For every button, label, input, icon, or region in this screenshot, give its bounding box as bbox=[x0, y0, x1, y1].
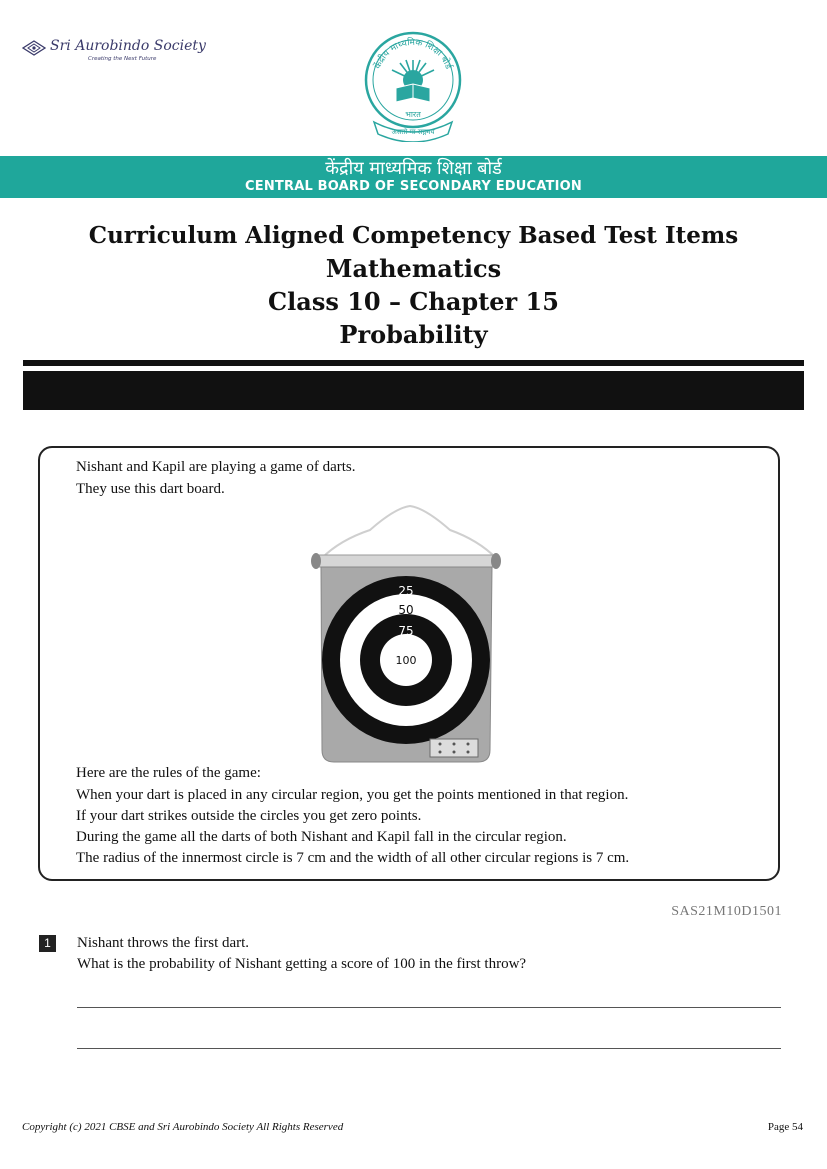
subject-title: Mathematics bbox=[325, 254, 502, 283]
class-chapter-title: Class 10 – Chapter 15 bbox=[268, 287, 559, 316]
stimulus-intro-line: Nishant and Kapil are playing a game of darts. bbox=[76, 459, 356, 475]
document-title: Curriculum Aligned Competency Based Test Items bbox=[88, 222, 739, 249]
rule-line: The radius of the innermost circle is 7 cm and the width of all other circular regions is 7 cm. bbox=[76, 850, 630, 866]
item-code: SAS21M10D1501 bbox=[671, 904, 782, 919]
dartboard-figure bbox=[300, 500, 510, 765]
cbse-banner bbox=[0, 156, 827, 198]
ring-label-75: 75 bbox=[398, 624, 414, 638]
dartboard-string bbox=[322, 506, 496, 558]
board-name-english: CENTRAL BOARD OF SECONDARY EDUCATION bbox=[245, 179, 582, 194]
title-divider-thin bbox=[23, 360, 804, 366]
emblem-top-text: केंद्रीय माध्यमिक शिक्षा बोर्ड bbox=[373, 37, 453, 71]
question-text-line: Nishant throws the first dart. bbox=[77, 935, 250, 951]
rule-line: If your dart strikes outside the circles you get zero points. bbox=[76, 808, 422, 824]
board-name-hindi: केंद्रीय माध्यमिक शिक्षा बोर्ड bbox=[325, 158, 502, 179]
dartboard-illustration bbox=[300, 500, 510, 765]
sri-aurobindo-society-logo bbox=[22, 38, 206, 66]
title-divider-thick bbox=[23, 371, 804, 410]
stimulus-intro-line: They use this dart board. bbox=[76, 481, 225, 497]
answer-line[interactable] bbox=[77, 1007, 781, 1008]
rod-end-left bbox=[311, 553, 321, 569]
topic-title: Probability bbox=[339, 320, 488, 349]
ring-label-100: 100 bbox=[395, 654, 417, 667]
rule-line: During the game all the darts of both Nishant and Kapil fall in the circular region. bbox=[76, 829, 567, 845]
emblem-motto: असतो मा सद्गमय bbox=[391, 128, 435, 136]
rule-line: When your dart is placed in any circular region, you get the points mentioned in that region. bbox=[76, 787, 629, 803]
ring-label-50: 50 bbox=[398, 603, 414, 617]
cbse-emblem bbox=[360, 30, 466, 142]
cbse-emblem-icon bbox=[360, 30, 466, 142]
question-number-badge: 1 bbox=[39, 935, 56, 952]
rules-heading: Here are the rules of the game: bbox=[76, 765, 261, 781]
society-name: Sri Aurobindo Society bbox=[50, 38, 206, 54]
answer-line[interactable] bbox=[77, 1048, 781, 1049]
footer-copyright: Copyright (c) 2021 CBSE and Sri Aurobindo Society All Rights Reserved bbox=[22, 1121, 344, 1133]
ring-label-25: 25 bbox=[398, 584, 414, 598]
emblem-mid-text: भारत bbox=[405, 110, 421, 119]
society-logo-icon bbox=[22, 40, 46, 56]
page-number: Page 54 bbox=[767, 1121, 803, 1133]
dart-holder bbox=[430, 739, 478, 757]
society-tagline: Creating the Next Future bbox=[88, 56, 157, 62]
question-text-line: What is the probability of Nishant getting a score of 100 in the first throw? bbox=[77, 956, 527, 972]
dartboard-rod bbox=[314, 555, 498, 567]
